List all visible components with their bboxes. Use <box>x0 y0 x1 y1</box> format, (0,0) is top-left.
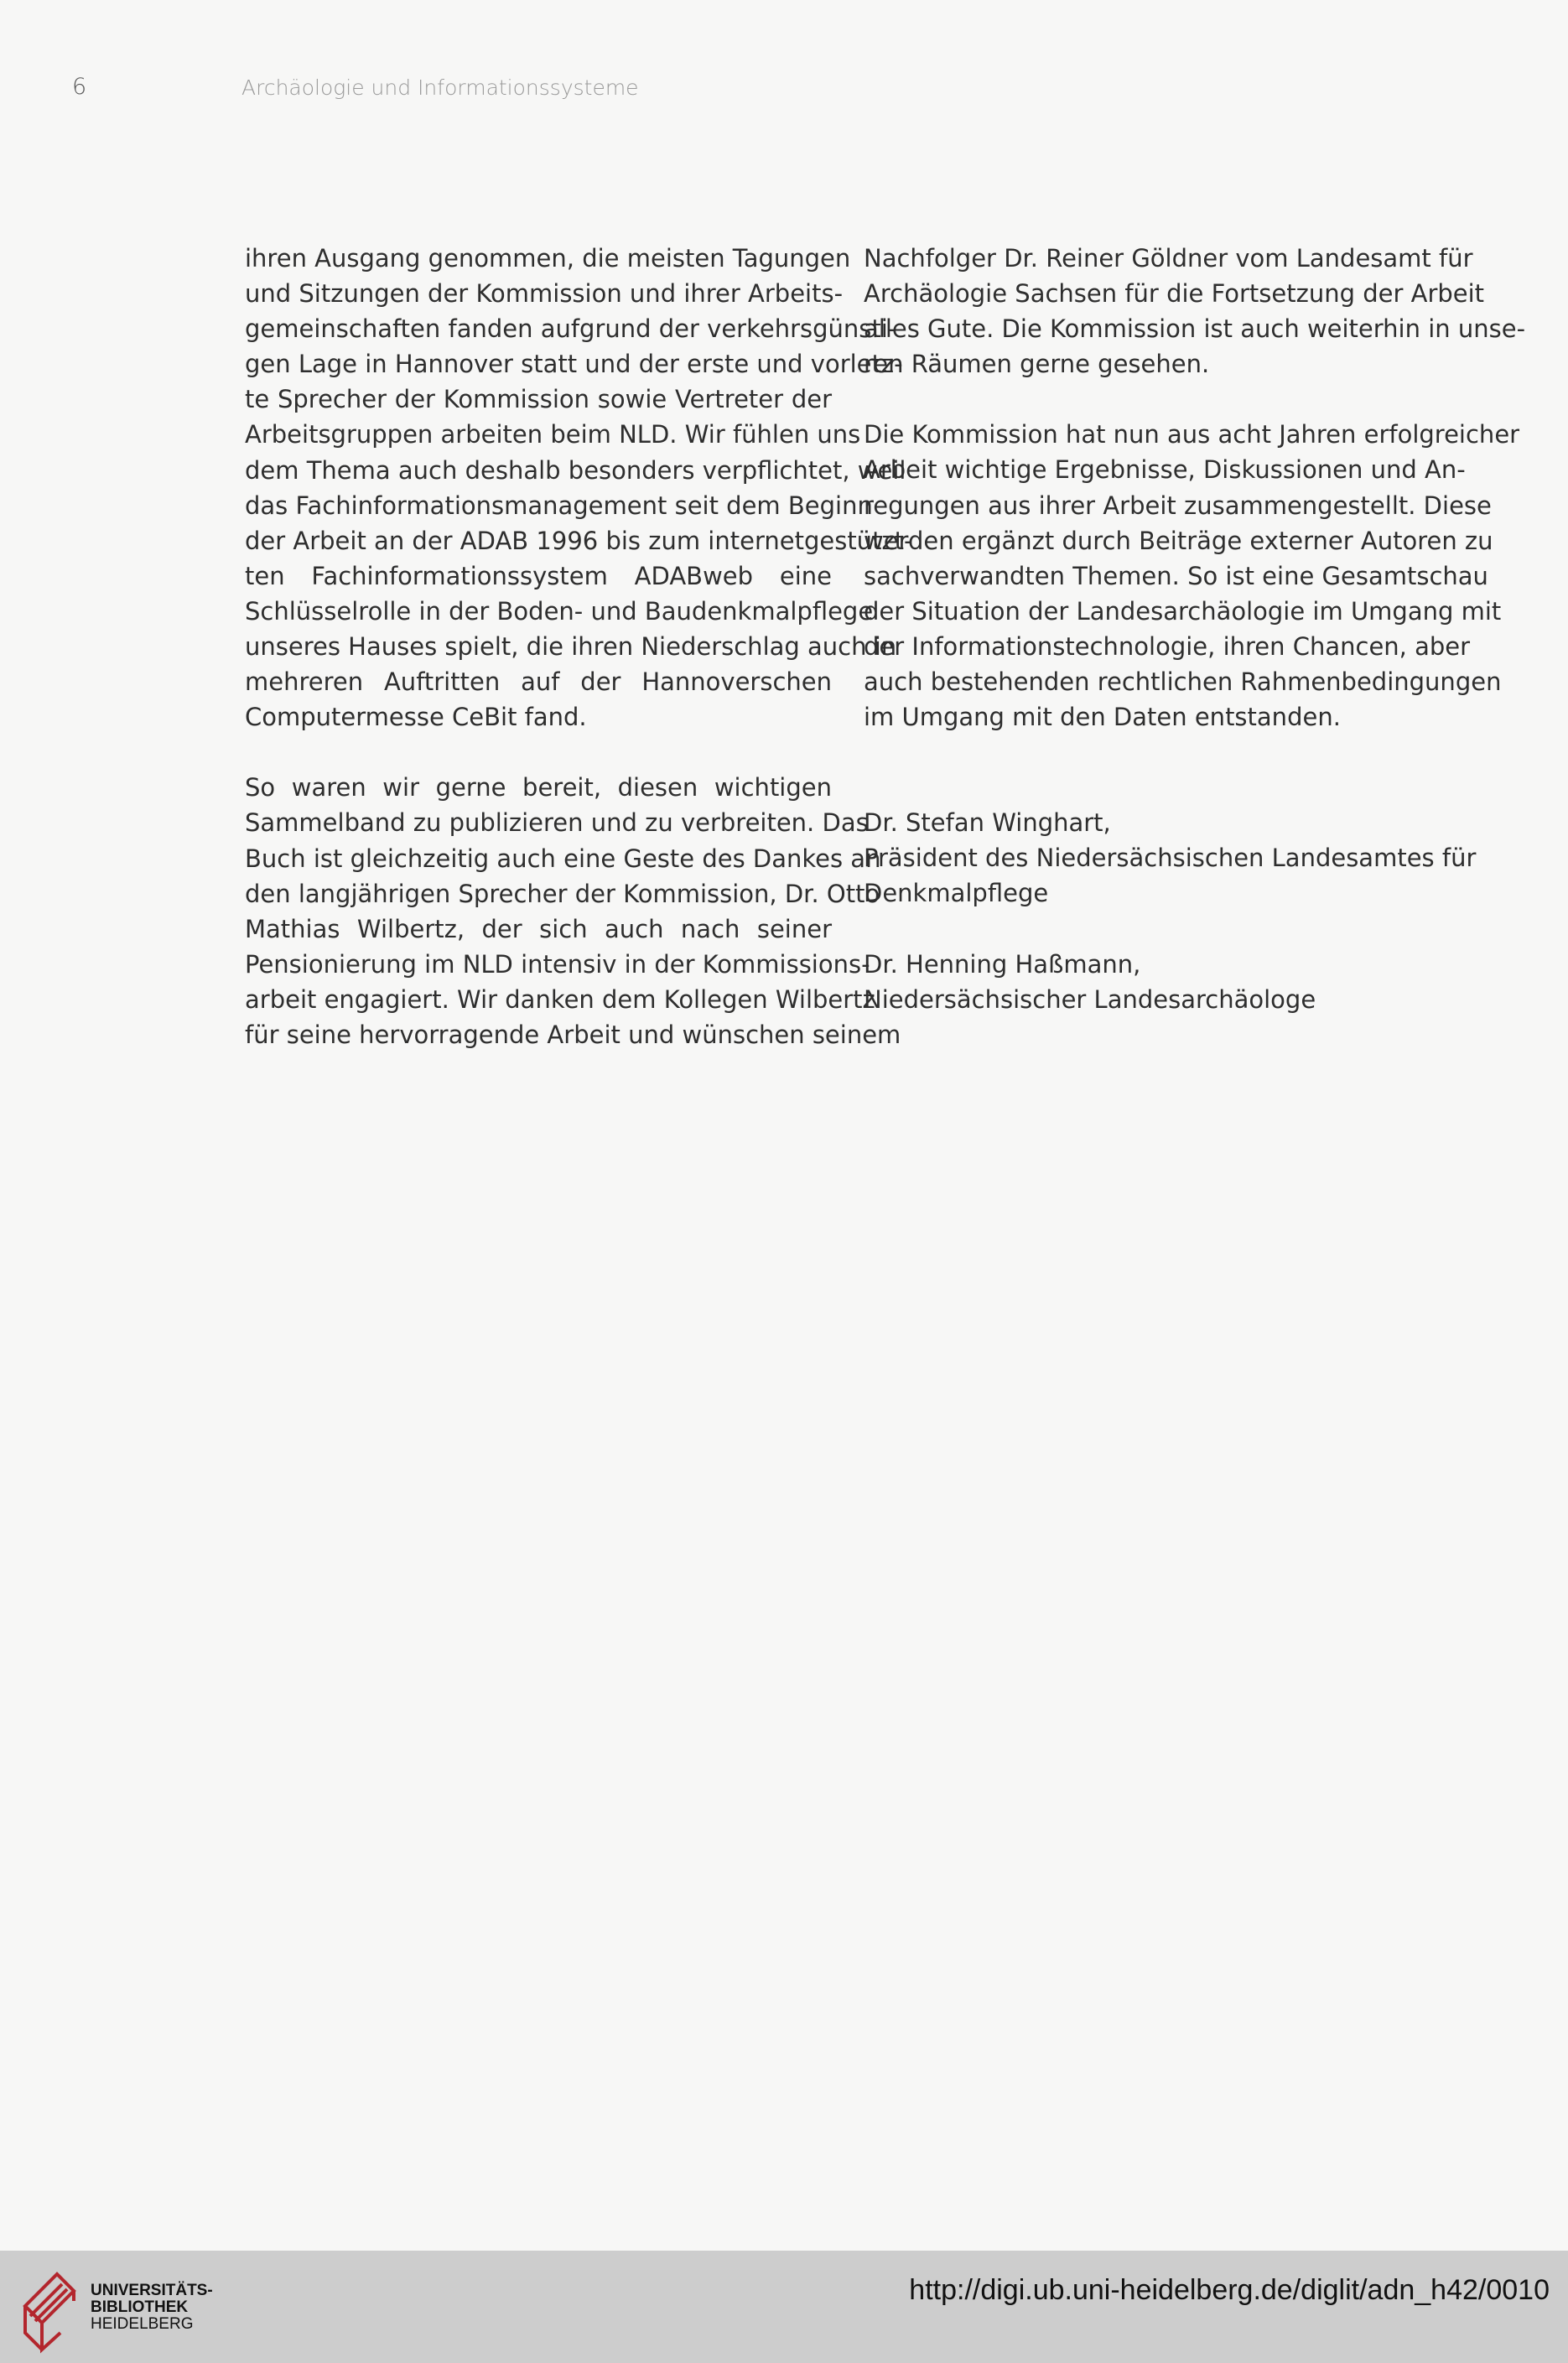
text-line: Pensionierung im NLD intensiv in der Kommissions- <box>245 949 870 979</box>
library-logo-text <box>91 2283 213 2333</box>
university-library-logo-icon <box>18 2262 89 2355</box>
text-line: dem Thema auch deshalb besonders verpflichtet, weil <box>245 455 906 485</box>
right-column <box>864 241 1526 1017</box>
running-head: Archäologie und Informationssysteme <box>241 75 639 100</box>
text-line: und Sitzungen der Kommission und ihrer Arbeits- <box>245 279 844 309</box>
text-line: Sammelband zu publizieren und zu verbreiten. Das <box>245 808 869 838</box>
text-line: ihren Ausgang genommen, die meisten Tagungen <box>245 244 851 273</box>
text-line: mehreren Auftritten auf der Hannoverschen <box>245 667 832 697</box>
text-line: Arbeit wichtige Ergebnisse, Diskussionen und An- <box>864 455 1466 485</box>
page-number: 6 <box>72 74 87 100</box>
text-line: Arbeitsgruppen arbeiten beim NLD. Wir fühlen uns <box>245 420 861 449</box>
source-url[interactable]: http://digi.ub.uni-heidelberg.de/diglit/adn_h42/0010 <box>909 2274 1550 2306</box>
signatory-name: Dr. Stefan Winghart, <box>864 808 1111 838</box>
text-line: te Sprecher der Kommission sowie Vertreter der <box>245 385 832 414</box>
text-line: regungen aus ihrer Arbeit zusammengestellt. Diese <box>864 491 1492 520</box>
signature-block <box>864 947 1451 1017</box>
text-line: ten Fachinformationssystem ADABweb eine <box>245 561 832 590</box>
text-line: Buch ist gleichzeitig auch eine Geste des Dankes an <box>245 844 881 873</box>
paragraph <box>245 241 913 735</box>
text-line: gen Lage in Hannover statt und der erste und vorletz- <box>245 350 903 379</box>
logo-line: UNIVERSITÄTS- <box>91 2282 213 2299</box>
footer-bar <box>0 2251 1568 2363</box>
logo-line: HEIDELBERG <box>91 2315 194 2333</box>
text-line: Schlüsselrolle in der Boden- und Baudenkmalpflege <box>245 596 874 626</box>
text-line: Computermesse CeBit fand. <box>245 703 587 732</box>
logo-line: BIBLIOTHEK <box>91 2298 189 2316</box>
text-line: sachverwandten Themen. So ist eine Gesamtschau <box>864 561 1488 590</box>
text-line: der Informationstechnologie, ihren Chancen, aber <box>864 631 1471 661</box>
text-line: werden ergänzt durch Beiträge externer Autoren zu <box>864 526 1493 555</box>
paragraph <box>864 241 1526 382</box>
text-line: alles Gute. Die Kommission ist auch weiterhin in unse- <box>864 314 1526 344</box>
text-line: den langjährigen Sprecher der Kommission, Dr. Otto <box>245 879 880 908</box>
paragraph <box>864 417 1520 735</box>
text-line: ren Räumen gerne gesehen. <box>864 350 1210 379</box>
text-line: auch bestehenden rechtlichen Rahmenbedingungen <box>864 667 1502 697</box>
text-line: gemeinschaften fanden aufgrund der verkehrsgünsti- <box>245 314 897 344</box>
signatory-title: Präsident des Niedersächsischen Landesamtes für <box>864 844 1477 873</box>
text-line: Mathias Wilbertz, der sich auch nach seiner <box>245 914 832 943</box>
text-line: arbeit engagiert. Wir danken dem Kollegen Wilbertz <box>245 984 875 1014</box>
text-line: für seine hervorragende Arbeit und wünschen seinem <box>245 1020 901 1049</box>
text-line: im Umgang mit den Daten entstanden. <box>864 703 1341 732</box>
text-line: das Fachinformationsmanagement seit dem Beginn <box>245 491 873 520</box>
text-line: der Arbeit an der ADAB 1996 bis zum internetgestützt- <box>245 526 913 555</box>
signatory-title: Niedersächsischer Landesarchäologe <box>864 984 1316 1014</box>
text-line: Die Kommission hat nun aus acht Jahren erfolgreicher <box>864 420 1520 449</box>
signatory-name: Dr. Henning Haßmann, <box>864 949 1141 979</box>
signatory-title: Denkmalpflege <box>864 879 1049 908</box>
signature-block <box>864 805 1477 911</box>
paragraph <box>245 770 901 1052</box>
left-column <box>245 241 913 1052</box>
text-line: der Situation der Landesarchäologie im Umgang mit <box>864 596 1502 626</box>
text-line: Archäologie Sachsen für die Fortsetzung der Arbeit <box>864 279 1485 309</box>
text-line: unseres Hauses spielt, die ihren Niederschlag auch in <box>245 632 897 662</box>
text-line: Nachfolger Dr. Reiner Göldner vom Landesamt für <box>864 244 1473 273</box>
text-line: So waren wir gerne bereit, diesen wichtigen <box>245 773 832 802</box>
